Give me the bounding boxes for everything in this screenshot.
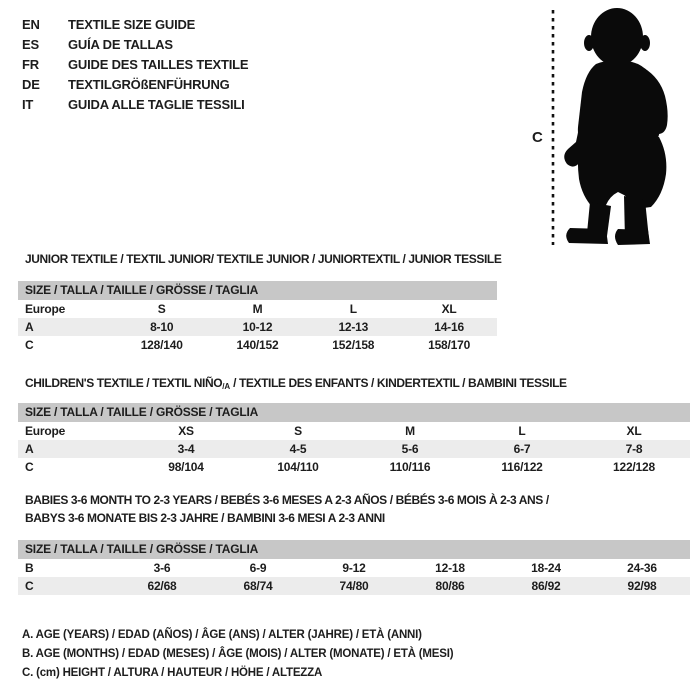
table-cell: 74/80 [339, 579, 369, 593]
table-cell: 104/110 [277, 460, 319, 474]
table-header-row [18, 403, 690, 422]
table-cell: S [157, 302, 166, 316]
section-title-text: BABIES 3-6 MONTH TO 2-3 YEARS / BEBÉS 3-6 MESES A 2-3 AÑOS / BÉBÉS 3-6 MOIS À 2-3 ANS / [25, 493, 549, 507]
table-cell: L [518, 424, 526, 438]
toddler-figure [520, 4, 690, 250]
size-header-bar: SIZE / TALLA / TAILLE / GRÖSSE / TAGLIA [18, 403, 690, 422]
table-row [18, 559, 690, 577]
table-cell: 152/158 [332, 338, 375, 352]
section-title-text: BABYS 3-6 MONATE BIS 2-3 JAHRE / BAMBINI 3-6 MESI A 2-3 ANNI [25, 511, 385, 525]
row-label: C [25, 460, 34, 474]
children-size-table [18, 403, 690, 476]
table-cell: 14-16 [434, 320, 464, 334]
table-row [18, 440, 690, 458]
language-title: GUIDA ALLE TAGLIE TESSILI [68, 97, 245, 112]
section-title-text: CHILDREN'S TEXTILE / TEXTIL NIÑO [25, 376, 223, 390]
table-cell: 12-18 [435, 561, 465, 575]
table-cell: 6-7 [513, 442, 531, 456]
table-cell: 18-24 [531, 561, 561, 575]
table-cell: 62/68 [147, 579, 177, 593]
table-header-row [18, 281, 497, 300]
height-measure-label: C [532, 129, 543, 146]
table-cell: 10-12 [242, 320, 273, 334]
section-title-text: JUNIOR TEXTILE / TEXTIL JUNIOR/ TEXTILE JUNIOR / JUNIORTEXTIL / JUNIOR TESSILE [25, 252, 502, 266]
table-header-row [18, 540, 690, 559]
language-row [22, 55, 248, 75]
language-row [22, 95, 248, 115]
junior-size-table [18, 281, 497, 354]
language-code: IT [22, 97, 34, 112]
table-cell: 140/152 [236, 338, 279, 352]
table-row [18, 300, 497, 318]
table-cell: 80/86 [435, 579, 465, 593]
toddler-silhouette-icon [564, 8, 667, 245]
table-cell: L [349, 302, 357, 316]
table-cell: 116/122 [501, 460, 543, 474]
row-label: A [25, 442, 34, 456]
section-title-subscript: /A [222, 382, 231, 391]
language-code: EN [22, 17, 40, 32]
row-label: Europe [25, 424, 66, 438]
table-cell: 122/128 [613, 460, 655, 474]
language-title: TEXTILE SIZE GUIDE [68, 17, 196, 32]
footnote-b: B. AGE (MONTHS) / EDAD (MESES) / ÂGE (MOIS) / ALTER (MONATE) / ETÀ (MESI) [22, 648, 454, 661]
table-cell: 92/98 [627, 579, 657, 593]
table-row [18, 422, 690, 440]
language-title: GUIDE DES TAILLES TEXTILE [68, 57, 249, 72]
table-row [18, 577, 690, 595]
size-header-bar: SIZE / TALLA / TAILLE / GRÖSSE / TAGLIA [18, 281, 497, 300]
row-label: B [25, 561, 34, 575]
language-title: TEXTILGRÖßENFÜHRUNG [68, 77, 230, 92]
language-code: DE [22, 77, 40, 92]
language-row [22, 15, 248, 35]
table-cell: M [252, 302, 263, 316]
row-label: C [25, 338, 34, 352]
section-title-babies [25, 491, 549, 527]
table-cell: S [294, 424, 302, 438]
language-code: ES [22, 37, 39, 52]
section-title-junior [25, 250, 501, 268]
language-row [22, 35, 248, 55]
table-cell: XL [626, 424, 642, 438]
row-label: A [25, 320, 34, 334]
row-label: C [25, 579, 34, 593]
table-row [18, 318, 497, 336]
footnote-legend [22, 626, 453, 684]
table-cell: 68/74 [243, 579, 273, 593]
table-cell: 8-10 [150, 320, 174, 334]
table-cell: XL [441, 302, 457, 316]
table-cell: M [405, 424, 415, 438]
table-cell: 9-12 [342, 561, 366, 575]
section-title-children [25, 374, 567, 396]
footnote-a: A. AGE (YEARS) / EDAD (AÑOS) / ÂGE (ANS) / ALTER (JAHRE) / ETÀ (ANNI) [22, 629, 422, 641]
language-title-list [22, 15, 248, 115]
table-cell: 128/140 [140, 338, 183, 352]
language-code: FR [22, 57, 39, 72]
language-title: GUÍA DE TALLAS [68, 37, 173, 52]
table-cell: 12-13 [338, 320, 369, 334]
table-cell: 24-36 [627, 561, 657, 575]
table-cell: 98/104 [168, 460, 204, 474]
footnote-c: C. (cm) HEIGHT / ALTURA / HAUTEUR / HÖHE / ALTEZZA [22, 667, 323, 680]
table-cell: 110/116 [389, 460, 431, 474]
table-cell: 5-6 [401, 442, 419, 456]
table-cell: 3-4 [177, 442, 195, 456]
section-title-text: / TEXTILE DES ENFANTS / KINDERTEXTIL / BAMBINI TESSILE [230, 376, 567, 390]
language-row [22, 75, 248, 95]
table-cell: 158/170 [428, 338, 471, 352]
table-cell: 4-5 [289, 442, 307, 456]
table-row [18, 458, 690, 476]
table-cell: XS [178, 424, 194, 438]
table-cell: 7-8 [625, 442, 643, 456]
size-header-bar: SIZE / TALLA / TAILLE / GRÖSSE / TAGLIA [18, 540, 690, 559]
babies-size-table [18, 540, 690, 595]
table-cell: 3-6 [153, 561, 171, 575]
row-label: Europe [25, 302, 66, 316]
table-cell: 6-9 [249, 561, 267, 575]
table-row [18, 336, 497, 354]
table-cell: 86/92 [531, 579, 561, 593]
